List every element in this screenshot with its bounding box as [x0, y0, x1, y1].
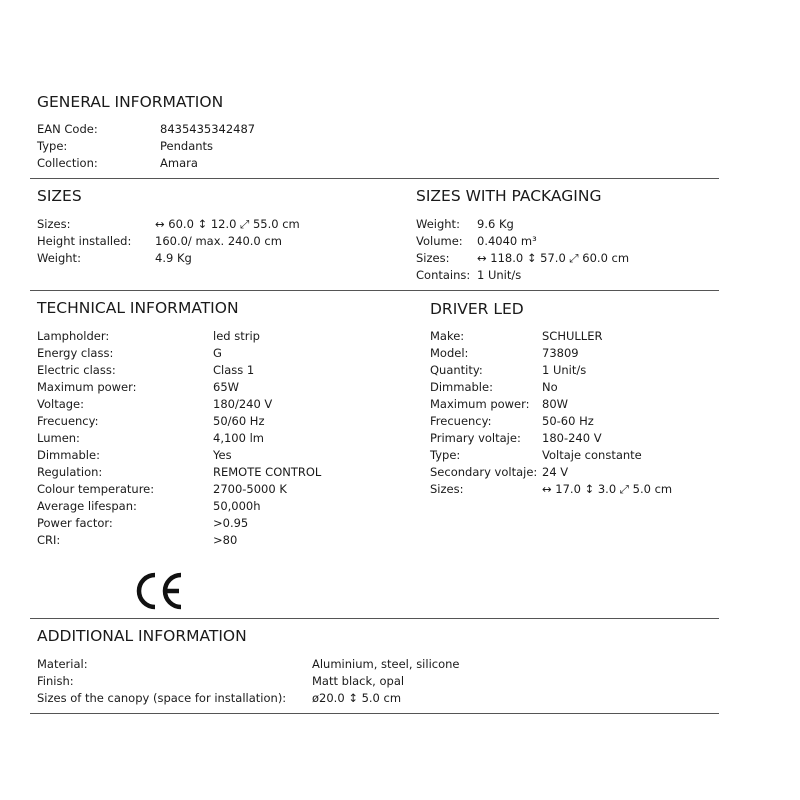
row-value: 180-240 V [542, 431, 602, 445]
row-value: ø20.0 ↕ 5.0 cm [312, 691, 402, 705]
row-label: Dimmable: [37, 448, 100, 462]
row-label: Maximum power: [37, 380, 137, 394]
row-label: Model: [430, 346, 469, 360]
row-value: 0.4040 m³ [477, 234, 537, 248]
row-value: 65W [213, 380, 240, 394]
row-label: Power factor: [37, 516, 113, 530]
row-label: Type: [430, 448, 461, 462]
additional-information-heading: ADDITIONAL INFORMATION [37, 627, 247, 645]
row-label: Average lifespan: [37, 499, 137, 513]
row-label: Volume: [416, 234, 463, 248]
row-label: Finish: [37, 674, 74, 688]
row-value: 73809 [542, 346, 579, 360]
row-label: Weight: [416, 217, 460, 231]
row-label: Collection: [37, 156, 98, 170]
row-value: Matt black, opal [312, 674, 405, 688]
row-value: 50,000h [213, 499, 261, 513]
row-value: 8435435342487 [160, 122, 256, 136]
row-value: ↔ 60.0 ↕ 12.0 ⤢ 55.0 cm [155, 217, 300, 231]
technical-information-heading: TECHNICAL INFORMATION [37, 299, 239, 317]
section-divider [30, 618, 719, 619]
row-label: Sizes of the canopy (space for installation): [37, 691, 287, 705]
row-value: Pendants [160, 139, 214, 153]
row-value: G [213, 346, 222, 360]
row-value: 24 V [542, 465, 569, 479]
row-value: 180/240 V [213, 397, 273, 411]
row-label: Regulation: [37, 465, 103, 479]
row-label: Make: [430, 329, 465, 343]
row-value: >0.95 [213, 516, 249, 530]
section-divider [30, 178, 719, 179]
row-value: 4.9 Kg [155, 251, 192, 265]
row-value: REMOTE CONTROL [213, 465, 322, 479]
row-value: 80W [542, 397, 569, 411]
row-label: Primary voltaje: [430, 431, 521, 445]
row-label: CRI: [37, 533, 61, 547]
row-value: 50-60 Hz [542, 414, 594, 428]
row-label: Material: [37, 657, 88, 671]
row-value: ↔ 17.0 ↕ 3.0 ⤢ 5.0 cm [542, 482, 673, 496]
driver-led-heading: DRIVER LED [430, 300, 524, 318]
row-value: 160.0/ max. 240.0 cm [155, 234, 282, 248]
row-value: SCHULLER [542, 329, 603, 343]
row-label: Sizes: [37, 217, 71, 231]
row-label: EAN Code: [37, 122, 98, 136]
row-label: Height installed: [37, 234, 132, 248]
row-label: Voltage: [37, 397, 85, 411]
row-value: 4,100 lm [213, 431, 264, 445]
row-value: 2700-5000 K [213, 482, 287, 496]
row-label: Maximum power: [430, 397, 530, 411]
row-label: Frecuency: [37, 414, 99, 428]
sizes-heading: SIZES [37, 187, 82, 205]
row-value: ↔ 118.0 ↕ 57.0 ⤢ 60.0 cm [477, 251, 630, 265]
row-label: Quantity: [430, 363, 483, 377]
row-label: Weight: [37, 251, 81, 265]
row-label: Lampholder: [37, 329, 110, 343]
row-label: Sizes: [416, 251, 450, 265]
row-value: 9.6 Kg [477, 217, 514, 231]
row-label: Contains: [416, 268, 471, 282]
row-value: Yes [213, 448, 232, 462]
row-label: Sizes: [430, 482, 464, 496]
row-value: led strip [213, 329, 260, 343]
row-value: Voltaje constante [542, 448, 642, 462]
row-label: Dimmable: [430, 380, 493, 394]
row-value: Amara [160, 156, 198, 170]
row-value: Class 1 [213, 363, 255, 377]
row-value: >80 [213, 533, 238, 547]
row-label: Colour temperature: [37, 482, 155, 496]
packaging-heading: SIZES WITH PACKAGING [416, 187, 602, 205]
row-label: Energy class: [37, 346, 114, 360]
row-label: Lumen: [37, 431, 80, 445]
section-divider [30, 713, 719, 714]
row-value: Aluminium, steel, silicone [312, 657, 460, 671]
row-label: Secondary voltaje: [430, 465, 538, 479]
row-label: Type: [37, 139, 68, 153]
row-value: 50/60 Hz [213, 414, 265, 428]
section-divider [30, 290, 719, 291]
row-value: 1 Unit/s [477, 268, 522, 282]
general-information-heading: GENERAL INFORMATION [37, 93, 224, 111]
row-label: Electric class: [37, 363, 116, 377]
row-label: Frecuency: [430, 414, 492, 428]
row-value: 1 Unit/s [542, 363, 587, 377]
ce-mark-icon [135, 569, 187, 613]
row-value: No [542, 380, 558, 394]
